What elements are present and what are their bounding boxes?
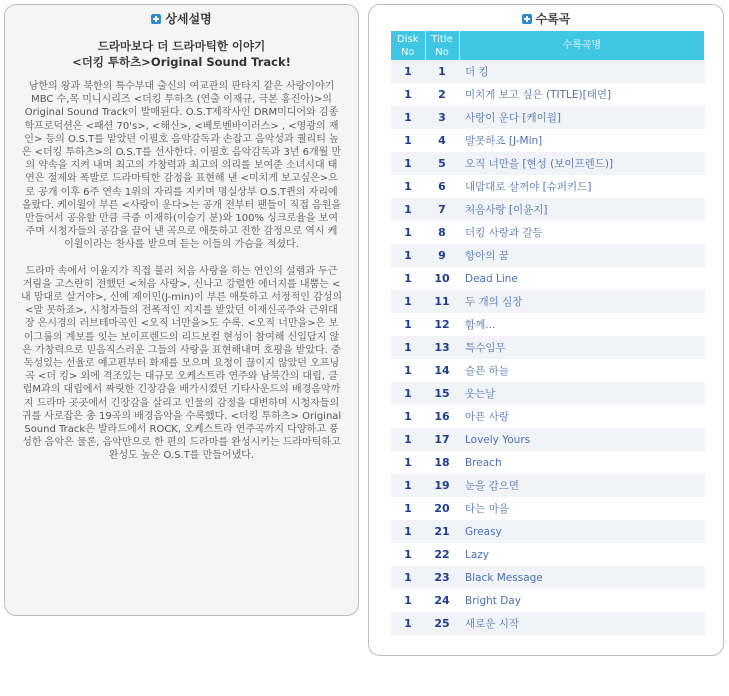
track-title[interactable]: Bright Day <box>459 589 705 612</box>
plus-icon[interactable] <box>522 14 532 24</box>
track-disk-no: 1 <box>391 152 425 175</box>
track-disk-no: 1 <box>391 359 425 382</box>
track-disk-no: 1 <box>391 175 425 198</box>
track-number: 18 <box>425 451 459 474</box>
track-row[interactable] <box>391 497 705 520</box>
track-row[interactable] <box>391 520 705 543</box>
track-number: 21 <box>425 520 459 543</box>
track-number: 9 <box>425 244 459 267</box>
description-header <box>5 10 358 27</box>
track-number: 12 <box>425 313 459 336</box>
track-row[interactable] <box>391 152 705 175</box>
track-disk-no: 1 <box>391 566 425 589</box>
track-disk-no: 1 <box>391 520 425 543</box>
album-headline-line1: 드라마보다 더 드라마틱한 이야기 <box>97 39 266 53</box>
track-disk-no: 1 <box>391 290 425 313</box>
description-body <box>21 80 342 476</box>
track-disk-no: 1 <box>391 83 425 106</box>
track-table <box>391 31 705 635</box>
track-row[interactable] <box>391 336 705 359</box>
track-number: 16 <box>425 405 459 428</box>
track-disk-no: 1 <box>391 313 425 336</box>
track-row[interactable] <box>391 543 705 566</box>
track-title[interactable]: 말못하죠 [J-Min] <box>459 129 705 152</box>
tracklist-panel <box>368 4 724 656</box>
track-title[interactable]: Dead Line <box>459 267 705 290</box>
track-title[interactable]: 슬픈 하늘 <box>459 359 705 382</box>
track-disk-no: 1 <box>391 106 425 129</box>
track-disk-no: 1 <box>391 589 425 612</box>
track-number: 7 <box>425 198 459 221</box>
track-number: 10 <box>425 267 459 290</box>
track-disk-no: 1 <box>391 244 425 267</box>
track-title[interactable]: 눈을 감으면 <box>459 474 705 497</box>
track-disk-no: 1 <box>391 382 425 405</box>
track-row[interactable] <box>391 428 705 451</box>
track-row[interactable] <box>391 290 705 313</box>
track-number: 2 <box>425 83 459 106</box>
track-row[interactable] <box>391 221 705 244</box>
track-disk-no: 1 <box>391 474 425 497</box>
track-number: 11 <box>425 290 459 313</box>
column-song-title: 수록곡명 <box>459 31 705 60</box>
track-row[interactable] <box>391 451 705 474</box>
track-number: 17 <box>425 428 459 451</box>
track-row[interactable] <box>391 198 705 221</box>
track-number: 6 <box>425 175 459 198</box>
track-title[interactable]: Lazy <box>459 543 705 566</box>
track-row[interactable] <box>391 313 705 336</box>
track-number: 4 <box>425 129 459 152</box>
description-paragraph-1: 남한의 왕과 북한의 특수부대 출신의 여교관의 판타지 같은 사랑이야기 MBC 수,목 미니시리즈 <더킹 투하츠 (연출 이재규, 극본 홍진아)>의 Original Sound Track이 발매된다. O.S.T제작사인 DRM미디어와 김종학프로덕션은 <패션 70's>, <해신>, <베토벤바이러스> , <영광의 재인> 등의 O.S.T를 맡았던 이필호 음악감독과 손잡고 음악성과 퀄리티 높은 <더킹 투하츠>의 O.S.T를 선사한다. 이필호 음악감독과 3년 6개월 만의 약속을 지켜 내며 최고의 가창력과 최고의 의리를 보여준 소녀시대 태연은 절제와 폭발로 드라마틱한 감정을 표현해 낸 <미치게 보고싶은>으로 공개 이후 6주 연속 1위의 자리를 지키며 명실상부 O.S.T퀸의 자리에 올랐다. 케이윌이 부른 <사랑이 운다>는 공개 전부터 팬들이 직접 음원을 만들어서 공유할 만큼 극중 이재하(이승기 분)와 100% 싱크로율을 보여주며 시청자들의 공감을 끌어 낸 곡으로 애틋하고 진한 감정으로 역시 케이윌이라는 찬사를 받으며 듣는 이들의 가슴을 적셨다. <box>21 81 342 251</box>
column-title-no <box>425 31 459 60</box>
track-title[interactable]: Breach <box>459 451 705 474</box>
track-title[interactable]: 사랑이 운다 [케이윌] <box>459 106 705 129</box>
track-number: 15 <box>425 382 459 405</box>
column-title-bottom: No <box>435 46 449 58</box>
track-number: 5 <box>425 152 459 175</box>
track-disk-no: 1 <box>391 497 425 520</box>
track-row[interactable] <box>391 175 705 198</box>
track-row[interactable] <box>391 405 705 428</box>
track-number: 8 <box>425 221 459 244</box>
track-disk-no: 1 <box>391 129 425 152</box>
description-panel <box>4 4 359 616</box>
track-row[interactable] <box>391 129 705 152</box>
track-row[interactable] <box>391 566 705 589</box>
track-title[interactable]: 내맘대로 살꺼야 [슈퍼키드] <box>459 175 705 198</box>
description-paragraph-2: 드라마 속에서 이윤지가 직접 불러 처음 사랑을 하는 연인의 설렘과 두근거림을 고스란히 전했던 <처음 사랑>, 신나고 강렬한 에너지를 내뿜는 <내 맘대로 살거야>, 신예 제이민(J-min)이 부른 애틋하고 서정적인 감성의 <말 못하죠>, 시청자들의 전폭적인 지지를 받았던 이재신곡주와 근위대장 은시경의 러브테마곡인 <오직 너만을>도 수록. <오직 너만을>은 보이그룹의 계보를 잇는 보이프렌드의 리드보컬 현성이 참여해 신입답지 않은 가창력으로 믿음직스러운 그들의 사랑을 표현해내며 호평을 받았다. 중독성있는 선율로 예고편부터 화제를 모으며 요청이 끊이지 않았던 오프닝곡 <더 킹> 외에 격조있는 대규모 오케스트라 연주와 남북간의 대립, 클럽M과의 대립에서 짜릿한 긴장감을 배가시켰던 기타사운드의 배경음악까지 드라마 곳곳에서 긴장감을 살리고 인물의 감정을 대변하며 시청자들의 귀를 사로잡은 총 19곡의 배경음악을 수록했다. <더킹 투하츠> Original Sound Track은 발라드에서 ROCK, 오케스트라 연주곡까지 다양하고 풍성한 음악은 물론, 음악만으로 한 편의 드라마를 완성시키는 드라마틱하고 완성도 높은 O.S.T를 만들어냈다. <box>21 265 343 462</box>
track-disk-no: 1 <box>391 198 425 221</box>
track-number: 3 <box>425 106 459 129</box>
track-disk-no: 1 <box>391 60 425 83</box>
track-row[interactable] <box>391 382 705 405</box>
track-number: 19 <box>425 474 459 497</box>
track-disk-no: 1 <box>391 267 425 290</box>
track-title[interactable]: 웃는날 <box>459 382 705 405</box>
track-number: 23 <box>425 566 459 589</box>
track-title[interactable]: 두 개의 심장 <box>459 290 705 313</box>
track-row[interactable] <box>391 244 705 267</box>
track-title[interactable]: 항아의 꿈 <box>459 244 705 267</box>
track-disk-no: 1 <box>391 405 425 428</box>
track-title[interactable]: 미치게 보고 싶은 (TITLE)[태연] <box>459 83 705 106</box>
track-title[interactable]: 새로운 시작 <box>459 612 705 635</box>
column-title-top: Title <box>431 33 453 45</box>
track-title[interactable]: Black Message <box>459 566 705 589</box>
album-headline-line2: <더킹 투하츠>Original Sound Track! <box>72 55 291 69</box>
track-title[interactable]: 더킹 사랑과 갈등 <box>459 221 705 244</box>
track-title[interactable]: 특수임무 <box>459 336 705 359</box>
column-disk-no <box>391 31 425 60</box>
track-table-header-row <box>391 31 705 60</box>
track-row[interactable] <box>391 359 705 382</box>
track-title[interactable]: 함께... <box>459 313 705 336</box>
track-title[interactable]: 처음사랑 [이윤지] <box>459 198 705 221</box>
track-disk-no: 1 <box>391 336 425 359</box>
track-number: 24 <box>425 589 459 612</box>
track-row[interactable] <box>391 60 705 83</box>
description-header-label: 상세설명 <box>165 12 212 26</box>
track-row[interactable] <box>391 106 705 129</box>
track-disk-no: 1 <box>391 612 425 635</box>
track-title[interactable]: Greasy <box>459 520 705 543</box>
track-number: 20 <box>425 497 459 520</box>
track-title[interactable]: Lovely Yours <box>459 428 705 451</box>
track-title[interactable]: 더 킹 <box>459 60 705 83</box>
track-title[interactable]: 오직 너만을 [현성 (보이프렌드)] <box>459 152 705 175</box>
track-disk-no: 1 <box>391 543 425 566</box>
track-row[interactable] <box>391 612 705 635</box>
tracklist-header-label: 수록곡 <box>535 12 571 26</box>
track-number: 14 <box>425 359 459 382</box>
track-row[interactable] <box>391 83 705 106</box>
track-number: 25 <box>425 612 459 635</box>
track-row[interactable] <box>391 589 705 612</box>
track-disk-no: 1 <box>391 221 425 244</box>
tracklist-header <box>369 10 723 27</box>
track-disk-no: 1 <box>391 428 425 451</box>
track-title[interactable]: 타는 마음 <box>459 497 705 520</box>
track-title[interactable]: 아픈 사랑 <box>459 405 705 428</box>
track-table-body <box>391 60 705 635</box>
track-disk-no: 1 <box>391 451 425 474</box>
track-row[interactable] <box>391 474 705 497</box>
track-row[interactable] <box>391 267 705 290</box>
track-number: 22 <box>425 543 459 566</box>
plus-icon[interactable] <box>151 14 161 24</box>
column-disk-top: Disk <box>397 33 419 45</box>
album-headline <box>19 38 344 70</box>
track-number: 1 <box>425 60 459 83</box>
track-number: 13 <box>425 336 459 359</box>
column-disk-bottom: No <box>400 46 415 58</box>
